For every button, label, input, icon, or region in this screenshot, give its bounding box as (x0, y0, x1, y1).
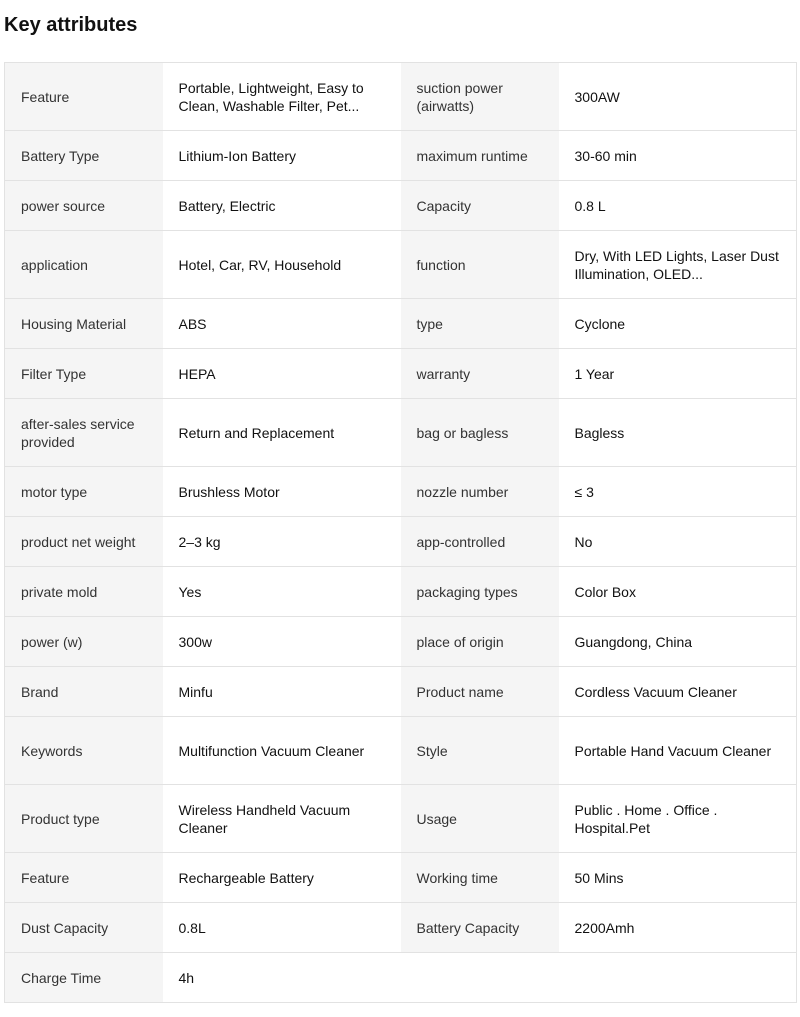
attribute-label: product net weight (5, 517, 163, 567)
attribute-value: 2–3 kg (163, 517, 401, 567)
attribute-label: type (401, 299, 559, 349)
attribute-label: Battery Capacity (401, 903, 559, 953)
attribute-label: Housing Material (5, 299, 163, 349)
table-row (5, 617, 797, 667)
attribute-label: warranty (401, 349, 559, 399)
attribute-value: ABS (163, 299, 401, 349)
attribute-label: maximum runtime (401, 131, 559, 181)
attribute-value: Multifunction Vacuum Cleaner (163, 717, 401, 785)
attribute-value: Yes (163, 567, 401, 617)
attribute-label: function (401, 231, 559, 299)
attribute-value: Hotel, Car, RV, Household (163, 231, 401, 299)
table-row (5, 181, 797, 231)
attribute-value: Minfu (163, 667, 401, 717)
attribute-value: 300AW (559, 63, 797, 131)
attribute-value: Public . Home . Office . Hospital.Pet (559, 785, 797, 853)
table-row (5, 903, 797, 953)
attribute-label: application (5, 231, 163, 299)
attribute-label: place of origin (401, 617, 559, 667)
table-row (5, 231, 797, 299)
table-row (5, 63, 797, 131)
attribute-value: 30-60 min (559, 131, 797, 181)
attribute-value: Battery, Electric (163, 181, 401, 231)
attribute-label: Filter Type (5, 349, 163, 399)
attribute-value: 2200Amh (559, 903, 797, 953)
attribute-value: Portable Hand Vacuum Cleaner (559, 717, 797, 785)
attribute-label: bag or bagless (401, 399, 559, 467)
attribute-value: 0.8L (163, 903, 401, 953)
attribute-label: motor type (5, 467, 163, 517)
table-row (5, 667, 797, 717)
attributes-body (5, 63, 797, 1003)
attribute-label: suction power (airwatts) (401, 63, 559, 131)
attribute-label (401, 953, 559, 1003)
table-row (5, 953, 797, 1003)
key-attributes-table (4, 62, 797, 1003)
attribute-label: packaging types (401, 567, 559, 617)
attribute-value: No (559, 517, 797, 567)
attribute-label: Feature (5, 63, 163, 131)
table-row (5, 517, 797, 567)
attribute-label: app-controlled (401, 517, 559, 567)
attribute-value (559, 953, 797, 1003)
attribute-label: Dust Capacity (5, 903, 163, 953)
attribute-value: 1 Year (559, 349, 797, 399)
attribute-value: Brushless Motor (163, 467, 401, 517)
table-row (5, 399, 797, 467)
attribute-value: 300w (163, 617, 401, 667)
attribute-label: power source (5, 181, 163, 231)
attribute-label: nozzle number (401, 467, 559, 517)
attribute-value: Color Box (559, 567, 797, 617)
attribute-value: Bagless (559, 399, 797, 467)
attribute-value: ≤ 3 (559, 467, 797, 517)
attribute-label: Capacity (401, 181, 559, 231)
attribute-label: Charge Time (5, 953, 163, 1003)
attribute-value: 0.8 L (559, 181, 797, 231)
attribute-value: Rechargeable Battery (163, 853, 401, 903)
table-row (5, 785, 797, 853)
attribute-value: 4h (163, 953, 401, 1003)
attribute-label: power (w) (5, 617, 163, 667)
table-row (5, 567, 797, 617)
attribute-label: Product name (401, 667, 559, 717)
table-row (5, 467, 797, 517)
attribute-label: Usage (401, 785, 559, 853)
attribute-value: Return and Replacement (163, 399, 401, 467)
attribute-value: Cordless Vacuum Cleaner (559, 667, 797, 717)
attribute-label: Keywords (5, 717, 163, 785)
attribute-value: 50 Mins (559, 853, 797, 903)
attribute-label: Feature (5, 853, 163, 903)
table-row (5, 299, 797, 349)
attribute-value: Portable, Lightweight, Easy to Clean, Washable Filter, Pet... (163, 63, 401, 131)
attribute-label: Brand (5, 667, 163, 717)
table-row (5, 349, 797, 399)
attribute-value: Cyclone (559, 299, 797, 349)
attribute-value: Dry, With LED Lights, Laser Dust Illumination, OLED... (559, 231, 797, 299)
attribute-label: Product type (5, 785, 163, 853)
attribute-value: Wireless Handheld Vacuum Cleaner (163, 785, 401, 853)
attribute-value: HEPA (163, 349, 401, 399)
attribute-label: Style (401, 717, 559, 785)
page-title: Key attributes (4, 14, 138, 36)
table-row (5, 131, 797, 181)
attribute-label: private mold (5, 567, 163, 617)
attribute-label: Battery Type (5, 131, 163, 181)
table-row (5, 853, 797, 903)
table-row (5, 717, 797, 785)
attribute-label: Working time (401, 853, 559, 903)
attribute-value: Lithium-Ion Battery (163, 131, 401, 181)
attribute-label: after-sales service provided (5, 399, 163, 467)
attribute-value: Guangdong, China (559, 617, 797, 667)
